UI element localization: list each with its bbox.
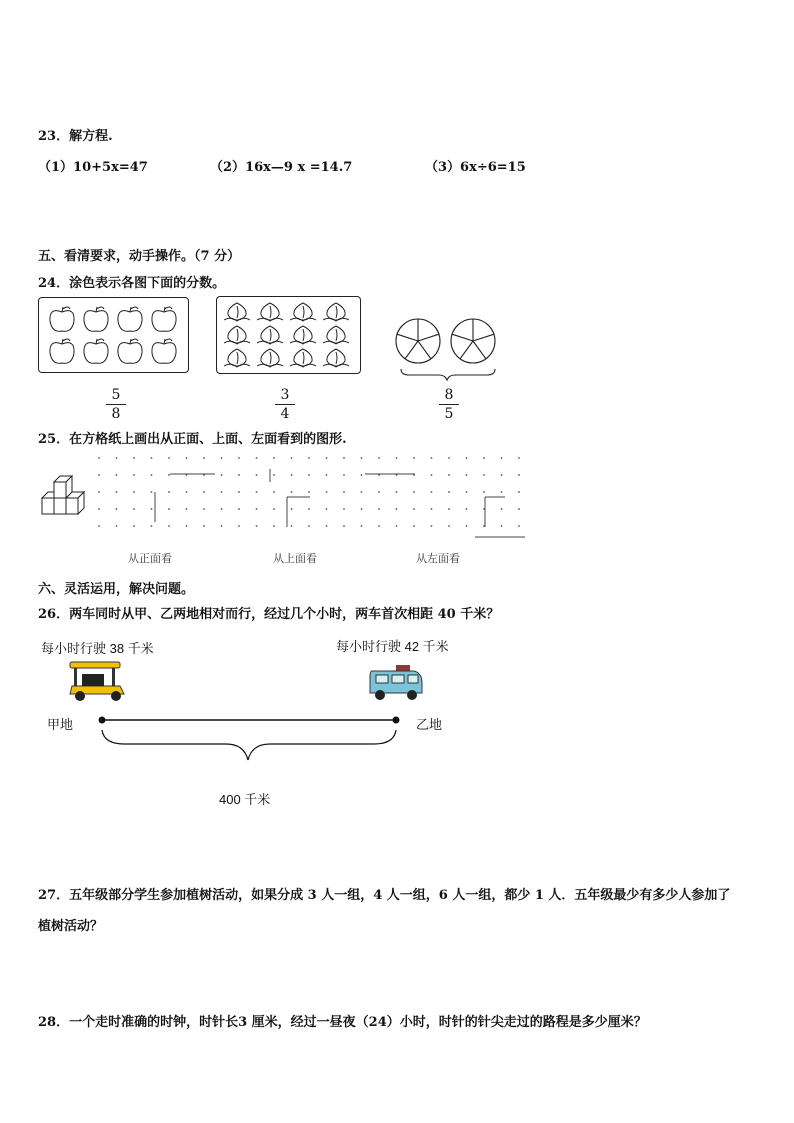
cube-stack-icon <box>40 476 92 516</box>
apple-icon <box>152 307 176 331</box>
apple-icon <box>118 307 142 331</box>
fraction-5-8 <box>104 387 128 422</box>
peach-icon <box>257 326 283 344</box>
speed-left-label: 每小时行驶 38 千米 <box>41 641 154 656</box>
fraction-numerator: 5 <box>111 387 121 403</box>
peach-icon <box>257 303 283 321</box>
label-top-view: 从上面看 <box>273 552 317 565</box>
label-left-view: 从左面看 <box>416 552 460 565</box>
peach-grid <box>217 297 360 373</box>
apple-icon <box>84 339 108 363</box>
section5-title: 五、看清要求，动手操作。（7 分） <box>38 249 241 264</box>
apple-icon <box>152 339 176 363</box>
q24-title: 24．涂色表示各图下面的分数。 <box>38 276 226 291</box>
fraction-denominator: 8 <box>111 406 121 422</box>
apple-icon <box>84 307 108 331</box>
van-icon <box>368 665 424 701</box>
label-front-view: 从正面看 <box>128 552 172 565</box>
apple-grid <box>39 298 188 372</box>
peach-icon <box>323 326 349 344</box>
fraction-denominator: 5 <box>444 406 454 422</box>
point-yi <box>393 717 400 724</box>
peach-icon <box>323 349 349 367</box>
peach-box <box>216 296 361 374</box>
pie-circles <box>395 316 500 378</box>
apple-icon <box>50 307 74 331</box>
fraction-numerator: 3 <box>280 387 290 403</box>
q23-equation-2: （2）16x—9 x =14.7 <box>210 160 353 175</box>
fraction-numerator: 8 <box>444 387 454 403</box>
q25-title: 25．在方格纸上画出从正面、上面、左面看到的图形. <box>38 432 347 447</box>
q23-title: 23．解方程. <box>38 129 113 144</box>
point-jia <box>99 717 106 724</box>
place-left-label: 甲地 <box>47 717 74 732</box>
peach-icon <box>224 326 250 344</box>
tuk-tuk-icon <box>68 660 126 702</box>
peach-icon <box>257 349 283 367</box>
distance-diagram <box>96 712 408 782</box>
peach-icon <box>290 303 316 321</box>
apple-icon <box>50 339 74 363</box>
fraction-3-4 <box>273 387 297 422</box>
dot-grid-paper <box>95 452 527 538</box>
fraction-denominator: 4 <box>280 406 290 422</box>
peach-icon <box>290 326 316 344</box>
speed-right-label: 每小时行驶 42 千米 <box>336 639 449 654</box>
apple-box <box>38 297 189 373</box>
q27-line2: 植树活动？ <box>38 919 104 934</box>
fraction-8-5 <box>437 387 461 422</box>
section6-title: 六、灵活运用，解决问题。 <box>38 582 195 597</box>
q26-title: 26．两车同时从甲、乙两地相对而行，经过几个小时，两车首次相距 40 千米？ <box>38 607 500 622</box>
q27-line1: 27．五年级部分学生参加植树活动，如果分成 3 人一组，4 人一组，6 人一组，都少 1 人．五年级最少有多少人参加了 <box>38 888 731 903</box>
peach-icon <box>224 349 250 367</box>
q23-equation-1: （1）10+5x=47 <box>38 160 148 175</box>
q28-text: 28．一个走时准确的时钟，时针长3 厘米，经过一昼夜（24）小时，时针的针尖走过的路程是多少厘米？ <box>38 1015 647 1030</box>
distance-brace <box>102 730 396 760</box>
place-right-label: 乙地 <box>416 717 443 732</box>
apple-icon <box>118 339 142 363</box>
peach-icon <box>290 349 316 367</box>
q23-equation-3: （3）6x÷6=15 <box>425 160 526 175</box>
peach-icon <box>224 303 250 321</box>
distance-label: 400 千米 <box>219 792 271 807</box>
peach-icon <box>323 303 349 321</box>
pie-brace <box>401 369 495 380</box>
